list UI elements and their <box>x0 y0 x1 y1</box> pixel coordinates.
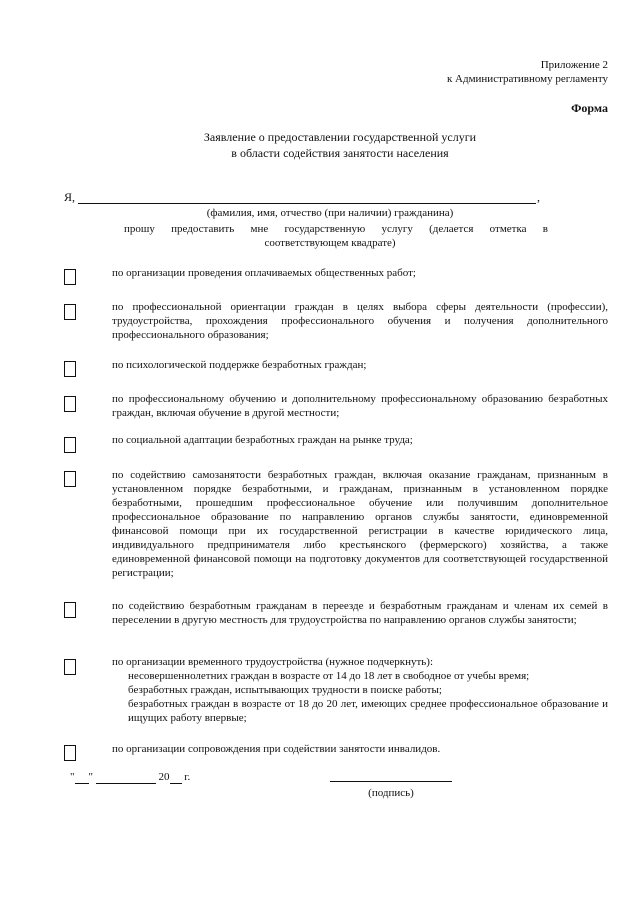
date-year-prefix: 20 <box>158 771 170 783</box>
service-checkbox[interactable] <box>64 396 76 412</box>
date-month-field[interactable] <box>96 773 156 784</box>
sub-item[interactable]: несовершеннолетних граждан в возрасте от 14 до 18 лет в свободное от учебы время; <box>128 670 530 682</box>
sub-item[interactable]: безработных граждан в возрасте от 18 до 20 лет, имеющих среднее профессиональное образование и ищущих работу впервые; <box>128 698 608 724</box>
sub-item[interactable]: безработных граждан, испытывающих трудности в поиске работы; <box>128 684 442 696</box>
date-suffix: г. <box>184 771 191 783</box>
appendix-line-2: к Административному регламенту <box>446 73 608 85</box>
service-checkbox[interactable] <box>64 745 76 761</box>
service-checkbox[interactable] <box>64 269 76 285</box>
service-checkbox[interactable] <box>64 437 76 453</box>
service-checkbox[interactable] <box>64 361 76 377</box>
service-checkbox[interactable] <box>64 659 76 675</box>
service-checkbox[interactable] <box>64 471 76 487</box>
applicant-suffix: , <box>537 190 540 204</box>
service-item: по содействию безработным гражданам в переезде и безработным гражданам и членам их семей в переселении в другую местность для трудоустройства по направлению органов службы занятости; <box>112 600 608 626</box>
service-item: по профессиональному обучению и дополнительному профессиональному образованию безработных граждан, включая обучение в другой местности; <box>112 393 608 419</box>
signature-field[interactable] <box>330 781 452 782</box>
name-caption: (фамилия, имя, отчество (при наличии) гражданина) <box>206 207 454 219</box>
request-line-1: прошу предоставить мне государственную услугу (делается отметка в <box>124 223 548 235</box>
service-item: по психологической поддержке безработных граждан; <box>112 359 367 371</box>
date-year-field[interactable] <box>170 773 182 784</box>
title-line-2: в области содействия занятости населения <box>231 146 449 160</box>
applicant-name-field[interactable] <box>78 203 536 204</box>
service-item <box>112 655 608 725</box>
date-quote-open: " <box>70 771 75 783</box>
service-item: по организации сопровождения при содействии занятости инвалидов. <box>112 743 441 755</box>
request-line-2: соответствующем квадрате) <box>264 237 396 249</box>
service-checkbox[interactable] <box>64 304 76 320</box>
service-item: по социальной адаптации безработных граждан на рынке труда; <box>112 434 413 446</box>
applicant-prefix: Я, <box>64 190 76 204</box>
document-title <box>160 129 520 161</box>
service-checkbox[interactable] <box>64 602 76 618</box>
appendix-line-1: Приложение 2 <box>540 59 608 71</box>
service-item-text: по организации временного трудоустройства (нужное подчеркнуть): <box>112 656 433 668</box>
date-block <box>70 770 190 784</box>
signature-caption: (подпись) <box>368 787 414 799</box>
service-item: по содействию самозанятости безработных граждан, включая оказание гражданам, признанным в установленном порядке безработными, и гражданам, признанным в установленном порядке безработными, прошедшим профессиональное обучение или получившим дополнительное профессиональное образование по направлению органов службы занятости, единовременной финансовой помощи при их государственной регистрации в качестве юридического лица, индивидуального предпринимателя либо крестьянского (фермерского) хозяйства, а также единовременной финансовой помощи на подготовку документов для соответствующей государственной регистрации; <box>112 469 608 579</box>
date-quote-close: " <box>88 771 93 783</box>
title-line-1: Заявление о предоставлении государственной услуги <box>203 130 477 144</box>
form-label: Форма <box>571 101 608 115</box>
service-item: по организации проведения оплачиваемых общественных работ; <box>112 267 416 279</box>
date-day-field[interactable] <box>75 773 89 784</box>
appendix-label <box>447 58 608 86</box>
service-item: по профессиональной ориентации граждан в целях выбора сферы деятельности (профессии), трудоустройства, прохождения профессионального обучения и получения дополнительного профессионального образования; <box>112 301 608 341</box>
